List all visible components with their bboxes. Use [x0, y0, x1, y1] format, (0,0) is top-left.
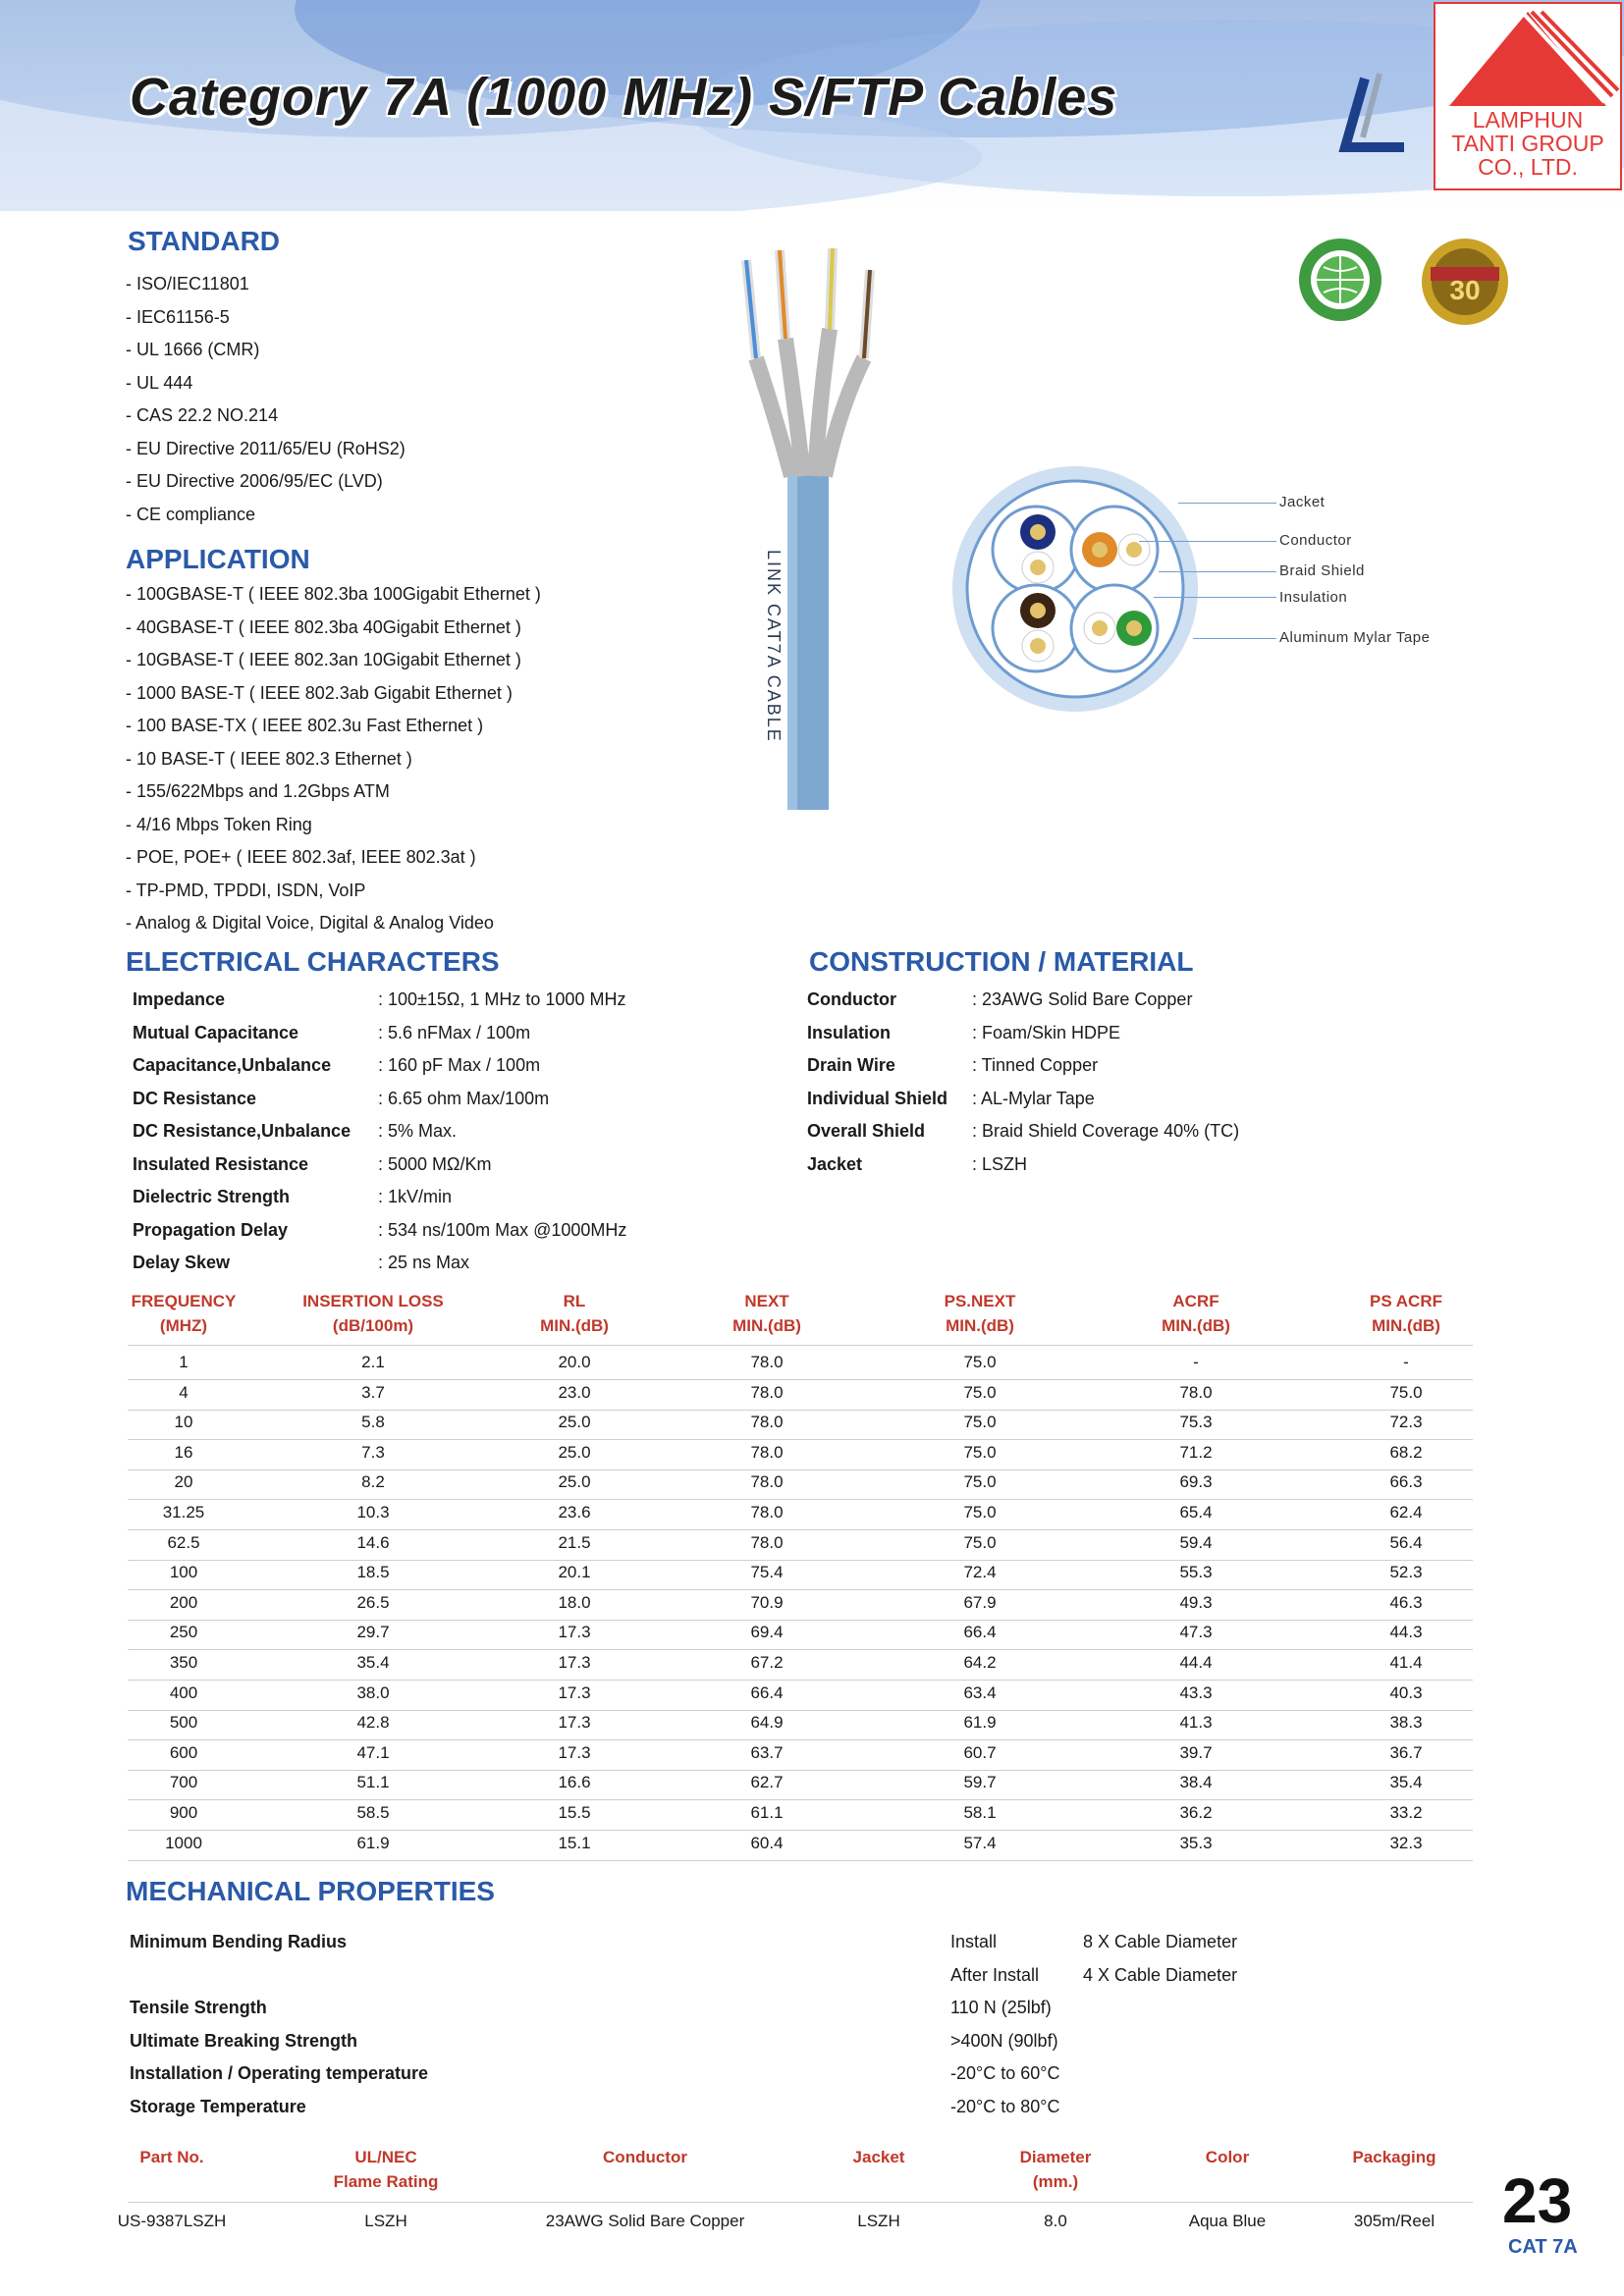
perf-cell: 900 — [169, 1803, 198, 1822]
table-row-divider — [128, 1529, 1473, 1530]
perf-cell: 67.2 — [750, 1653, 784, 1672]
warranty-badge-icon — [1419, 236, 1512, 329]
parts-header-divider — [128, 2202, 1473, 2203]
perf-cell: 40.3 — [1389, 1682, 1423, 1702]
mechanical-heading: MECHANICAL PROPERTIES — [126, 1876, 495, 1906]
perf-cell: 71.2 — [1179, 1442, 1213, 1462]
perf-cell: 44.4 — [1179, 1653, 1213, 1672]
application-item: - 155/622Mbps and 1.2Gbps ATM — [126, 781, 390, 801]
standard-item: - UL 444 — [126, 372, 193, 393]
standard-item: - IEC61156-5 — [126, 306, 230, 327]
perf-cell: 58.5 — [356, 1803, 390, 1822]
perf-header: PS.NEXT — [944, 1292, 1016, 1310]
perf-cell: 61.9 — [963, 1713, 997, 1733]
perf-cell: 78.0 — [750, 1413, 784, 1432]
perf-cell: 200 — [169, 1592, 198, 1612]
cable-illustration — [717, 240, 893, 829]
legend-leader-line — [1159, 571, 1276, 572]
application-item: - 100 BASE-TX ( IEEE 802.3u Fast Ethernet ) — [126, 716, 484, 735]
perf-cell: 72.4 — [963, 1563, 997, 1582]
perf-cell: 49.3 — [1179, 1592, 1213, 1612]
application-item: - 4/16 Mbps Token Ring — [126, 814, 312, 834]
perf-cell: 36.7 — [1389, 1742, 1423, 1762]
triangle-logo-icon — [1435, 4, 1620, 112]
perf-cell: 60.7 — [963, 1742, 997, 1762]
perf-cell: 75.3 — [1179, 1413, 1213, 1432]
perf-cell: 8.2 — [361, 1472, 385, 1492]
perf-cell: 17.3 — [558, 1713, 591, 1733]
perf-cell: 15.1 — [558, 1833, 591, 1852]
electrical-value: : 5.6 nFMax / 100m — [378, 1022, 531, 1042]
perf-cell: 20.1 — [558, 1563, 591, 1582]
parts-cell: LSZH — [364, 2212, 407, 2230]
perf-header: PS ACRF — [1370, 1292, 1442, 1310]
perf-cell: 75.0 — [1389, 1382, 1423, 1402]
perf-cell: 66.3 — [1389, 1472, 1423, 1492]
mechanical-value-detail: 8 X Cable Diameter — [1083, 1932, 1238, 1951]
perf-header: FREQUENCY — [131, 1292, 237, 1310]
perf-cell: 68.2 — [1389, 1442, 1423, 1462]
parts-header: Color — [1205, 2148, 1250, 2166]
perf-cell: 21.5 — [558, 1532, 591, 1552]
perf-cell: 41.4 — [1389, 1653, 1423, 1672]
table-row-divider — [128, 1860, 1473, 1861]
perf-cell: 38.4 — [1179, 1773, 1213, 1792]
perf-cell: 33.2 — [1389, 1803, 1423, 1822]
electrical-value: : 100±15Ω, 1 MHz to 1000 MHz — [378, 989, 626, 1009]
standard-item: - EU Directive 2006/95/EC (LVD) — [126, 471, 383, 491]
electrical-label: DC Resistance,Unbalance — [133, 1121, 352, 1141]
perf-cell: 47.3 — [1179, 1623, 1213, 1642]
perf-cell: 23.6 — [558, 1503, 591, 1522]
perf-cell: 78.0 — [750, 1472, 784, 1492]
perf-header-unit: MIN.(dB) — [1372, 1316, 1440, 1335]
perf-cell: 7.3 — [361, 1442, 385, 1462]
electrical-value: : 534 ns/100m Max @1000MHz — [378, 1219, 627, 1240]
perf-cell: 61.1 — [750, 1803, 784, 1822]
table-row-divider — [128, 1680, 1473, 1681]
parts-cell: 23AWG Solid Bare Copper — [545, 2212, 745, 2230]
perf-cell: 32.3 — [1389, 1833, 1423, 1852]
electrical-label: Insulated Resistance — [133, 1153, 309, 1174]
perf-cell: 500 — [169, 1713, 198, 1733]
company-name-line: CO., LTD. — [1478, 154, 1578, 180]
perf-cell: 31.25 — [162, 1503, 205, 1522]
perf-cell: 61.9 — [356, 1833, 390, 1852]
perf-cell: 58.1 — [963, 1803, 997, 1822]
legend-leader-line — [1154, 597, 1276, 598]
mechanical-label: Storage Temperature — [130, 2096, 306, 2116]
construction-value: : Tinned Copper — [972, 1055, 1099, 1075]
perf-cell: 78.0 — [750, 1503, 784, 1522]
electrical-value: : 25 ns Max — [378, 1253, 470, 1272]
perf-cell: 600 — [169, 1742, 198, 1762]
legend-mylar-tape: Aluminum Mylar Tape — [1279, 629, 1431, 646]
perf-cell: 36.2 — [1179, 1803, 1213, 1822]
parts-cell: US-9387LSZH — [117, 2212, 227, 2230]
perf-cell: 63.4 — [963, 1682, 997, 1702]
perf-cell: 100 — [169, 1563, 198, 1582]
mechanical-value: -20°C to 80°C — [950, 2096, 1060, 2116]
perf-cell: 66.4 — [750, 1682, 784, 1702]
perf-cell: 62.7 — [750, 1773, 784, 1792]
perf-cell: 38.3 — [1389, 1713, 1423, 1733]
table-header-divider — [128, 1345, 1473, 1346]
perf-cell: 78.0 — [750, 1353, 784, 1371]
parts-header: Part No. — [139, 2148, 204, 2166]
application-item: - 1000 BASE-T ( IEEE 802.3ab Gigabit Ethernet ) — [126, 682, 513, 703]
table-row-divider — [128, 1710, 1473, 1711]
perf-cell: 29.7 — [356, 1623, 390, 1642]
cable-cross-section — [947, 461, 1203, 717]
construction-label: Jacket — [807, 1153, 863, 1174]
legend-jacket: Jacket — [1279, 494, 1326, 510]
electrical-value: : 1kV/min — [378, 1187, 453, 1206]
construction-value: : Foam/Skin HDPE — [972, 1022, 1121, 1042]
perf-cell: 78.0 — [750, 1442, 784, 1462]
legend-braid-shield: Braid Shield — [1279, 562, 1365, 579]
perf-cell: 17.3 — [558, 1742, 591, 1762]
legend-insulation: Insulation — [1279, 589, 1348, 606]
perf-cell: 55.3 — [1179, 1563, 1213, 1582]
perf-cell: 5.8 — [361, 1413, 385, 1432]
perf-cell: 78.0 — [750, 1532, 784, 1552]
perf-header: NEXT — [744, 1292, 789, 1310]
perf-cell: 23.0 — [558, 1382, 591, 1402]
mechanical-value: After Install — [950, 1964, 1040, 1985]
parts-header-unit: Flame Rating — [333, 2172, 439, 2191]
perf-cell: 10.3 — [356, 1503, 390, 1522]
perf-cell: 15.5 — [558, 1803, 591, 1822]
perf-cell: 16 — [174, 1442, 193, 1462]
table-row-divider — [128, 1830, 1473, 1831]
link-brand-logo — [1326, 59, 1424, 167]
legend-leader-line — [1139, 541, 1276, 542]
perf-cell: 1 — [179, 1353, 189, 1371]
perf-cell: 57.4 — [963, 1833, 997, 1852]
perf-header: INSERTION LOSS — [302, 1292, 444, 1310]
legend-leader-line — [1193, 638, 1276, 639]
perf-cell: 75.0 — [963, 1472, 997, 1492]
electrical-label: Dielectric Strength — [133, 1187, 291, 1206]
perf-cell: 46.3 — [1389, 1592, 1423, 1612]
perf-cell: 4 — [179, 1382, 189, 1402]
perf-cell: 59.7 — [963, 1773, 997, 1792]
perf-cell: 65.4 — [1179, 1503, 1213, 1522]
svg-text:30: 30 — [1449, 275, 1481, 305]
page-title: Category 7A (1000 MHz) S/FTP Cables — [130, 68, 1118, 127]
perf-cell: 700 — [169, 1773, 198, 1792]
perf-cell: 66.4 — [963, 1623, 997, 1642]
construction-label: Conductor — [807, 989, 896, 1009]
parts-header: Conductor — [603, 2148, 687, 2166]
perf-cell: 63.7 — [750, 1742, 784, 1762]
perf-cell: 75.4 — [750, 1563, 784, 1582]
table-row-divider — [128, 1499, 1473, 1500]
parts-cell: Aqua Blue — [1188, 2212, 1267, 2230]
application-heading: APPLICATION — [126, 544, 310, 574]
perf-cell: 20 — [174, 1472, 193, 1492]
perf-cell: 75.0 — [963, 1413, 997, 1432]
perf-cell: 3.7 — [361, 1382, 385, 1402]
perf-cell: 250 — [169, 1623, 198, 1642]
mechanical-label: Minimum Bending Radius — [130, 1932, 348, 1951]
perf-cell: 43.3 — [1179, 1682, 1213, 1702]
parts-cell: 305m/Reel — [1353, 2212, 1435, 2230]
parts-cell: 8.0 — [1044, 2212, 1067, 2230]
electrical-value: : 5000 MΩ/Km — [378, 1153, 492, 1174]
parts-header-unit: (mm.) — [1032, 2172, 1079, 2191]
perf-cell: 20.0 — [558, 1353, 591, 1371]
perf-header: RL — [563, 1292, 586, 1310]
application-item: - Analog & Digital Voice, Digital & Analog Video — [126, 913, 494, 933]
table-row-divider — [128, 1620, 1473, 1621]
perf-header-unit: MIN.(dB) — [946, 1316, 1014, 1335]
perf-cell: 400 — [169, 1682, 198, 1702]
table-row-divider — [128, 1410, 1473, 1411]
perf-cell: 42.8 — [356, 1713, 390, 1733]
perf-cell: 52.3 — [1389, 1563, 1423, 1582]
perf-cell: 47.1 — [356, 1742, 390, 1762]
legend-conductor: Conductor — [1279, 532, 1352, 549]
perf-cell: 69.4 — [750, 1623, 784, 1642]
perf-cell: 62.5 — [167, 1532, 200, 1552]
cable-print: LINK CAT7A CABLE — [764, 550, 784, 743]
perf-cell: 17.3 — [558, 1653, 591, 1672]
perf-cell: 2.1 — [361, 1353, 385, 1371]
company-name-line: TANTI GROUP — [1451, 131, 1604, 156]
perf-cell: 69.3 — [1179, 1472, 1213, 1492]
mechanical-value-detail: 4 X Cable Diameter — [1083, 1964, 1238, 1985]
application-item: - 10 BASE-T ( IEEE 802.3 Ethernet ) — [126, 748, 412, 769]
perf-cell: 26.5 — [356, 1592, 390, 1612]
perf-cell: 18.5 — [356, 1563, 390, 1582]
perf-cell: 51.1 — [356, 1773, 390, 1792]
rohs-badge-icon — [1296, 236, 1384, 324]
parts-header: Packaging — [1352, 2148, 1436, 2166]
table-row-divider — [128, 1439, 1473, 1440]
table-row-divider — [128, 1770, 1473, 1771]
perf-cell: 25.0 — [558, 1413, 591, 1432]
parts-header: Jacket — [852, 2148, 905, 2166]
perf-cell: 18.0 — [558, 1592, 591, 1612]
standard-item: - ISO/IEC11801 — [126, 274, 249, 294]
perf-header-unit: MIN.(dB) — [732, 1316, 801, 1335]
construction-label: Drain Wire — [807, 1055, 895, 1075]
parts-header: Diameter — [1019, 2148, 1092, 2166]
electrical-label: Impedance — [133, 989, 226, 1009]
perf-cell: - — [1403, 1353, 1409, 1371]
company-name — [1434, 108, 1622, 179]
perf-header: ACRF — [1172, 1292, 1219, 1310]
application-item: - 40GBASE-T ( IEEE 802.3ba 40Gigabit Ethernet ) — [126, 616, 521, 637]
perf-cell: - — [1193, 1353, 1199, 1371]
perf-cell: 72.3 — [1389, 1413, 1423, 1432]
perf-cell: 25.0 — [558, 1442, 591, 1462]
construction-value: : LSZH — [972, 1153, 1028, 1174]
table-row-divider — [128, 1649, 1473, 1650]
perf-header-unit: (MHZ) — [159, 1316, 208, 1335]
construction-heading: CONSTRUCTION / MATERIAL — [809, 946, 1194, 977]
standard-heading: STANDARD — [128, 226, 281, 256]
perf-cell: 1000 — [165, 1833, 202, 1852]
perf-cell: 78.0 — [1179, 1382, 1213, 1402]
electrical-label: Mutual Capacitance — [133, 1022, 299, 1042]
perf-cell: 14.6 — [356, 1532, 390, 1552]
application-item: - POE, POE+ ( IEEE 802.3af, IEEE 802.3at ) — [126, 847, 476, 867]
perf-cell: 16.6 — [558, 1773, 591, 1792]
perf-cell: 75.0 — [963, 1442, 997, 1462]
mechanical-label: Tensile Strength — [130, 1998, 267, 2017]
construction-value: : 23AWG Solid Bare Copper — [972, 989, 1193, 1009]
construction-value: : Braid Shield Coverage 40% (TC) — [972, 1121, 1240, 1141]
construction-value: : AL-Mylar Tape — [972, 1088, 1095, 1108]
perf-cell: 62.4 — [1389, 1503, 1423, 1522]
perf-cell: 59.4 — [1179, 1532, 1213, 1552]
perf-cell: 67.9 — [963, 1592, 997, 1612]
perf-cell: 75.0 — [963, 1353, 997, 1371]
mechanical-value: -20°C to 60°C — [950, 2063, 1060, 2083]
electrical-label: Propagation Delay — [133, 1219, 289, 1240]
standard-item: - EU Directive 2011/65/EU (RoHS2) — [126, 438, 406, 458]
perf-cell: 64.2 — [963, 1653, 997, 1672]
perf-cell: 41.3 — [1179, 1713, 1213, 1733]
application-item: - 100GBASE-T ( IEEE 802.3ba 100Gigabit Ethernet ) — [126, 584, 541, 604]
electrical-heading: ELECTRICAL CHARACTERS — [126, 946, 500, 977]
mechanical-label: Installation / Operating temperature — [130, 2063, 429, 2083]
legend-leader-line — [1178, 503, 1276, 504]
perf-cell: 10 — [174, 1413, 193, 1432]
electrical-value: : 160 pF Max / 100m — [378, 1055, 541, 1075]
perf-cell: 60.4 — [750, 1833, 784, 1852]
mechanical-label: Ultimate Breaking Strength — [130, 2030, 358, 2051]
electrical-label: Capacitance,Unbalance — [133, 1055, 332, 1075]
electrical-value: : 6.65 ohm Max/100m — [378, 1088, 550, 1108]
standard-item: - UL 1666 (CMR) — [126, 340, 260, 359]
table-row-divider — [128, 1469, 1473, 1470]
mechanical-value: >400N (90lbf) — [950, 2030, 1058, 2051]
electrical-label: DC Resistance — [133, 1088, 257, 1108]
perf-cell: 75.0 — [963, 1532, 997, 1552]
perf-header-unit: MIN.(dB) — [540, 1316, 609, 1335]
application-item: - 10GBASE-T ( IEEE 802.3an 10Gigabit Ethernet ) — [126, 650, 521, 669]
table-row-divider — [128, 1799, 1473, 1800]
perf-cell: 25.0 — [558, 1472, 591, 1492]
electrical-value: : 5% Max. — [378, 1121, 458, 1141]
mechanical-value: 110 N (25lbf) — [950, 1998, 1052, 2017]
table-row-divider — [128, 1739, 1473, 1740]
page-number: 23 — [1502, 2165, 1573, 2236]
perf-cell: 35.4 — [1389, 1773, 1423, 1792]
perf-cell: 35.4 — [356, 1653, 390, 1672]
construction-label: Overall Shield — [807, 1121, 926, 1141]
standard-item: - CE compliance — [126, 504, 256, 524]
perf-cell: 75.0 — [963, 1503, 997, 1522]
perf-cell: 44.3 — [1389, 1623, 1423, 1642]
perf-cell: 56.4 — [1389, 1532, 1423, 1552]
parts-header: UL/NEC — [354, 2148, 417, 2166]
table-row-divider — [128, 1560, 1473, 1561]
electrical-label: Delay Skew — [133, 1253, 231, 1272]
perf-cell: 17.3 — [558, 1682, 591, 1702]
company-name-line: LAMPHUN — [1472, 107, 1584, 133]
perf-cell: 35.3 — [1179, 1833, 1213, 1852]
perf-cell: 70.9 — [750, 1592, 784, 1612]
construction-label: Individual Shield — [807, 1088, 948, 1108]
table-row-divider — [128, 1379, 1473, 1380]
table-row-divider — [128, 1589, 1473, 1590]
perf-cell: 78.0 — [750, 1382, 784, 1402]
perf-cell: 75.0 — [963, 1382, 997, 1402]
application-item: - TP-PMD, TPDDI, ISDN, VoIP — [126, 880, 366, 900]
perf-header-unit: MIN.(dB) — [1162, 1316, 1230, 1335]
perf-cell: 38.0 — [356, 1682, 390, 1702]
perf-cell: 64.9 — [750, 1713, 784, 1733]
parts-cell: LSZH — [857, 2212, 900, 2230]
mechanical-value: Install — [950, 1932, 998, 1951]
perf-header-unit: (dB/100m) — [332, 1316, 414, 1335]
standard-item: - CAS 22.2 NO.214 — [126, 405, 279, 425]
perf-cell: 17.3 — [558, 1623, 591, 1642]
perf-cell: 39.7 — [1179, 1742, 1213, 1762]
construction-label: Insulation — [807, 1022, 891, 1042]
category-label: CAT 7A — [1508, 2236, 1578, 2258]
perf-cell: 350 — [169, 1653, 198, 1672]
